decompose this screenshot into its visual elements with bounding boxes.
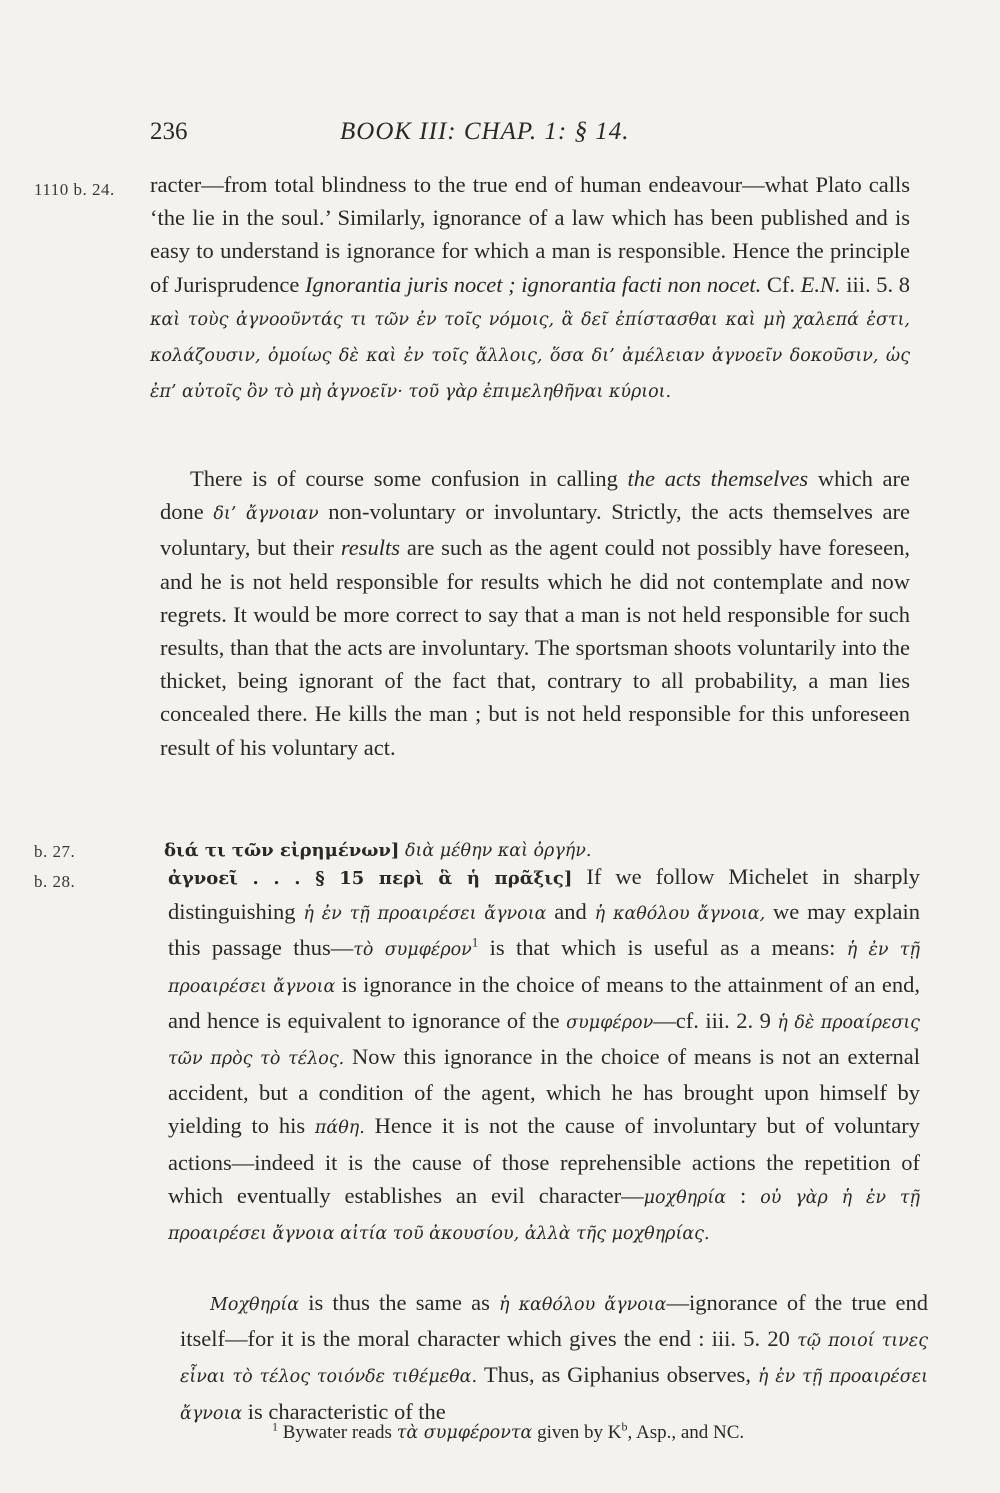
body-text: non-voluntary or involuntary. Strictly, the acts themselves are voluntary, but their bbox=[160, 499, 910, 561]
body-text: and bbox=[546, 899, 595, 925]
greek-phrase: τὰ συμφέροντα bbox=[396, 1423, 533, 1443]
emphasis: the acts themselves bbox=[627, 466, 809, 491]
body-text: If we follow Michelet in sharply distinguishing bbox=[168, 864, 921, 925]
line-reference: b. 27. bbox=[34, 842, 76, 861]
greek-phrase: Μοχθηρία bbox=[210, 1295, 300, 1315]
footnote bbox=[272, 1420, 912, 1446]
manuscript-siglum: b bbox=[621, 1419, 628, 1434]
body-text: Thus, as Giphanius observes, bbox=[477, 1362, 758, 1388]
page-header bbox=[150, 118, 850, 158]
body-text: —ignorance of the true end itself—for it is the moral character which gives the end : iii. 5. 20 bbox=[180, 1290, 929, 1352]
greek-phrase: τὸ συμφέρον bbox=[353, 940, 472, 961]
greek-phrase: ἡ ἐν τῇ προαιρέσει ἄγνοια bbox=[303, 904, 547, 925]
running-title: BOOK III: CHAP. 1: § 14. bbox=[340, 118, 630, 145]
greek-quotation: τῷ ποιοί τινες εἶναι τὸ τέλος τοιόνδε τιθέμεθα. bbox=[180, 1331, 929, 1388]
note-entry bbox=[168, 860, 920, 1251]
footnote-text: , Asp., and NC. bbox=[627, 1422, 745, 1443]
emphasis: results bbox=[340, 535, 401, 561]
line-reference: b. 28. bbox=[34, 872, 76, 891]
footnote-marker: 1 bbox=[471, 934, 479, 950]
greek-phrase: δι’ ἄγνοιαν bbox=[213, 504, 319, 525]
footnote-number: 1 bbox=[272, 1419, 278, 1434]
body-text: which are done bbox=[160, 466, 911, 525]
greek-phrase: πάθη. bbox=[314, 1118, 365, 1139]
body-text: —cf. iii. 2. 9 bbox=[653, 1007, 778, 1033]
latin-maxim: Ignorantia juris nocet ; ignorantia facti non nocet. bbox=[304, 271, 762, 297]
body-text: Cf. bbox=[761, 271, 801, 297]
body-text: we may explain this passage thus— bbox=[168, 899, 920, 961]
greek-phrase: ἡ ἐν τῇ προαιρέσει ἄγνοια bbox=[180, 1367, 928, 1424]
line-reference: 1110 b. 24. bbox=[34, 180, 115, 199]
greek-quotation: καὶ τοὺς ἀγνοοῦντάς τι τῶν ἐν τοῖς νόμοις, ἃ δεῖ ἐπίστασθαι καὶ μὴ χαλεπά ἐστι, κολάζουσιν, ὁμοίως δὲ καὶ ἐν τοῖς ἄλλοις, ὅσα δι’ ἀμέλειαν ἀγνοεῖν δοκοῦσιν, ὡς ἐπ’ αὐτοῖς ὂν τὸ μὴ ἀγνοεῖν· τοῦ γὰρ ἐπιμεληθῆναι κύριοι. bbox=[150, 309, 910, 403]
body-text: racter—from total blindness to the true end of human endeavour—what Plato calls ‘the lie in the soul.’ Similarly, ignorance of a law which has been published and is easy to understand is ignorance for which a man is responsible. Hence the principle of Jurisprudence bbox=[150, 172, 910, 297]
greek-phrase: ἡ καθόλου ἄγνοια bbox=[499, 1295, 667, 1315]
footnote-text: Bywater reads bbox=[278, 1422, 397, 1443]
paragraph bbox=[160, 462, 910, 764]
lemma: ἀγνοεῖ . . . § 15 περὶ ἃ ἡ πρᾶξις] bbox=[168, 868, 573, 889]
greek-phrase: ἡ δὲ προαίρεσις τῶν πρὸς τὸ τέλος. bbox=[168, 1012, 920, 1070]
footnote-text: given by K bbox=[532, 1422, 622, 1443]
body-text: There is of course some confusion in calling bbox=[190, 466, 628, 491]
greek-phrase: συμφέρον bbox=[566, 1012, 654, 1033]
body-text: is that which is useful as a means: bbox=[478, 935, 847, 961]
body-text: is characteristic of the bbox=[242, 1398, 446, 1424]
page-number: 236 bbox=[150, 118, 188, 145]
greek-quotation: οὐ γὰρ ἡ ἐν τῇ προαιρέσει ἄγνοια αἰτία τοῦ ἀκουσίου, ἀλλὰ τῆς μοχθηρίας. bbox=[168, 1187, 920, 1245]
body-text: are such as the agent could not possibly have foreseen, and he is not held responsible for results which he did not contemplate and now regrets. It would be more correct to say that a man is not held responsible for such results, than that the acts are involuntary. The sportsman shoots voluntarily into the thicket, being ignorant of the fact that, contrary to all probability, a man lies concealed there. He kills the man ; but is not held responsible for this unforeseen result of his voluntary act. bbox=[160, 535, 910, 760]
greek-phrase: ἡ ἐν τῇ προαιρέσει ἄγνοια bbox=[168, 940, 920, 997]
body-text: is ignorance in the choice of means to the attainment of an end, and hence is equivalent to ignorance of the bbox=[168, 971, 920, 1033]
greek-phrase: διὰ μέθην καὶ ὀργήν. bbox=[405, 841, 592, 861]
greek-phrase: μοχθηρία bbox=[643, 1187, 727, 1208]
body-text: iii. 5. 8 bbox=[840, 271, 910, 297]
paragraph bbox=[180, 1286, 928, 1431]
work-abbreviation: E.N. bbox=[800, 271, 841, 297]
body-text: : bbox=[726, 1182, 761, 1208]
paragraph bbox=[150, 168, 910, 409]
greek-phrase: ἡ καθόλου ἄγνοια, bbox=[594, 904, 766, 925]
body-text: Hence it is not the cause of involuntary but of voluntary actions—indeed it is the cause of those reprehensible actions the repetition of which eventually establishes an evil character— bbox=[168, 1113, 921, 1208]
body-text: Now this ignorance in the choice of means is not an external accident, but a condition of the agent, which he has brought upon himself by yielding to his bbox=[168, 1044, 920, 1139]
lemma: διά τι τῶν εἰρημένων] bbox=[164, 840, 400, 861]
body-text: is thus the same as bbox=[299, 1290, 499, 1315]
